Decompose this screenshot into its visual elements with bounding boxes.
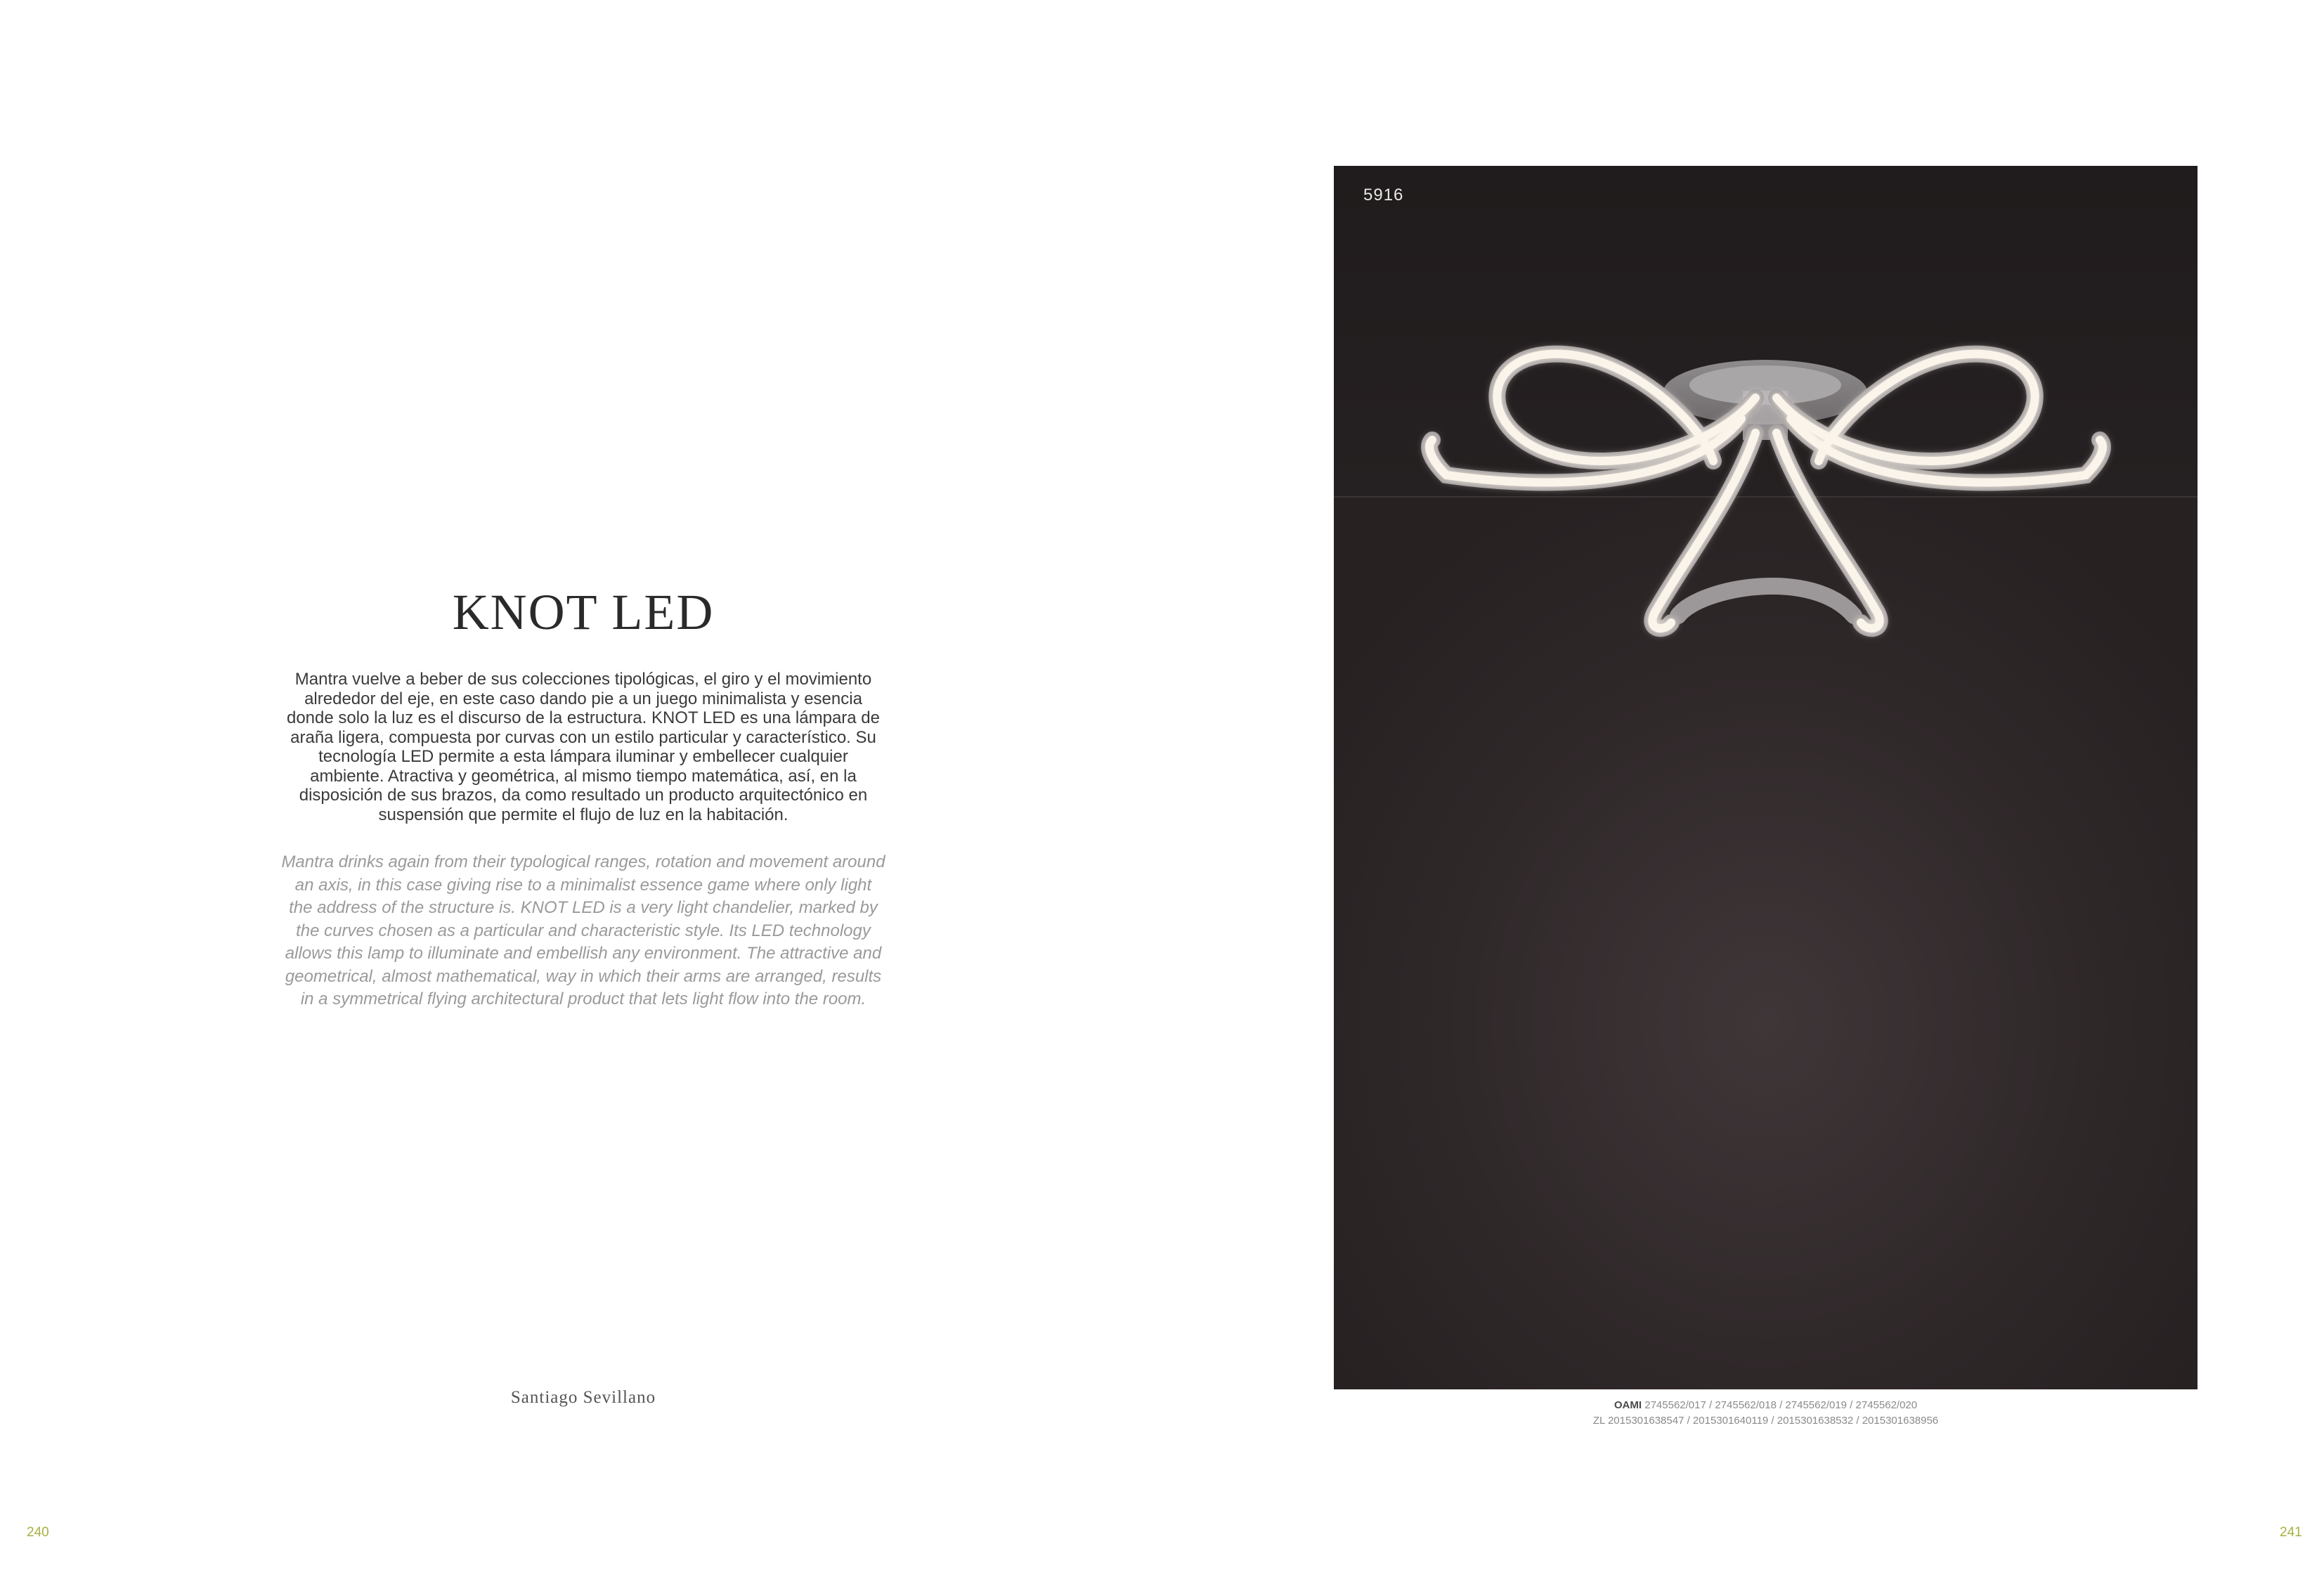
model-code: 5916	[1363, 186, 1404, 205]
reference-codes: 2745562/017 / 2745562/018 / 2745562/019 / 2745562/020	[1644, 1399, 1918, 1411]
designer-name: Santiago Sevillano	[510, 1388, 656, 1407]
page-number-right: 241	[2280, 1525, 2302, 1540]
product-photo	[1334, 166, 2198, 1389]
barcode-numbers: ZL 2015301638547 / 2015301640119 / 2015301638532 / 2015301638956	[1592, 1415, 1939, 1427]
right-page	[1162, 0, 2324, 1577]
description-english: Mantra drinks again from their typological ranges, rotation and movement around an axis, in this case giving rise to a minimalist essence game where only light the address of the structure is. KNOT LED is a very light chandelier, marked by the curves chosen as a particular and characteristic style. Its LED technology allows this lamp to illuminate and embellish any environment. The attractive and geometrical, almost mathematical, way in which their arms are arranged, results in a symmetrical flying architectural product that lets light flow into the room.	[281, 852, 885, 1008]
knot-led-lamp-illustration	[1334, 166, 2198, 658]
product-codes	[1334, 1398, 2198, 1429]
description-spanish: Mantra vuelve a beber de sus colecciones tipológicas, el giro y el movimiento alrededor del eje, en este caso dando pie a un juego minimalista y esencia donde solo la luz es el discurso de la estructura. KNOT LED es una lámpara de araña ligera, compuesta por curvas con un estilo particular y característico. Su tecnología LED permite a esta lámpara iluminar y embellecer cualquier ambiente. Atractiva y geométrica, al mismo tiempo matemática, así, en la disposición de sus brazos, da como resultado un producto arquitectónico en suspensión que permite el flujo de luz en la habitación.	[286, 670, 880, 824]
page-number-left: 240	[27, 1525, 49, 1540]
brand-label: OAMI	[1614, 1399, 1642, 1411]
product-codes-line-1	[1334, 1398, 2198, 1413]
product-title: KNOT LED	[452, 584, 715, 640]
